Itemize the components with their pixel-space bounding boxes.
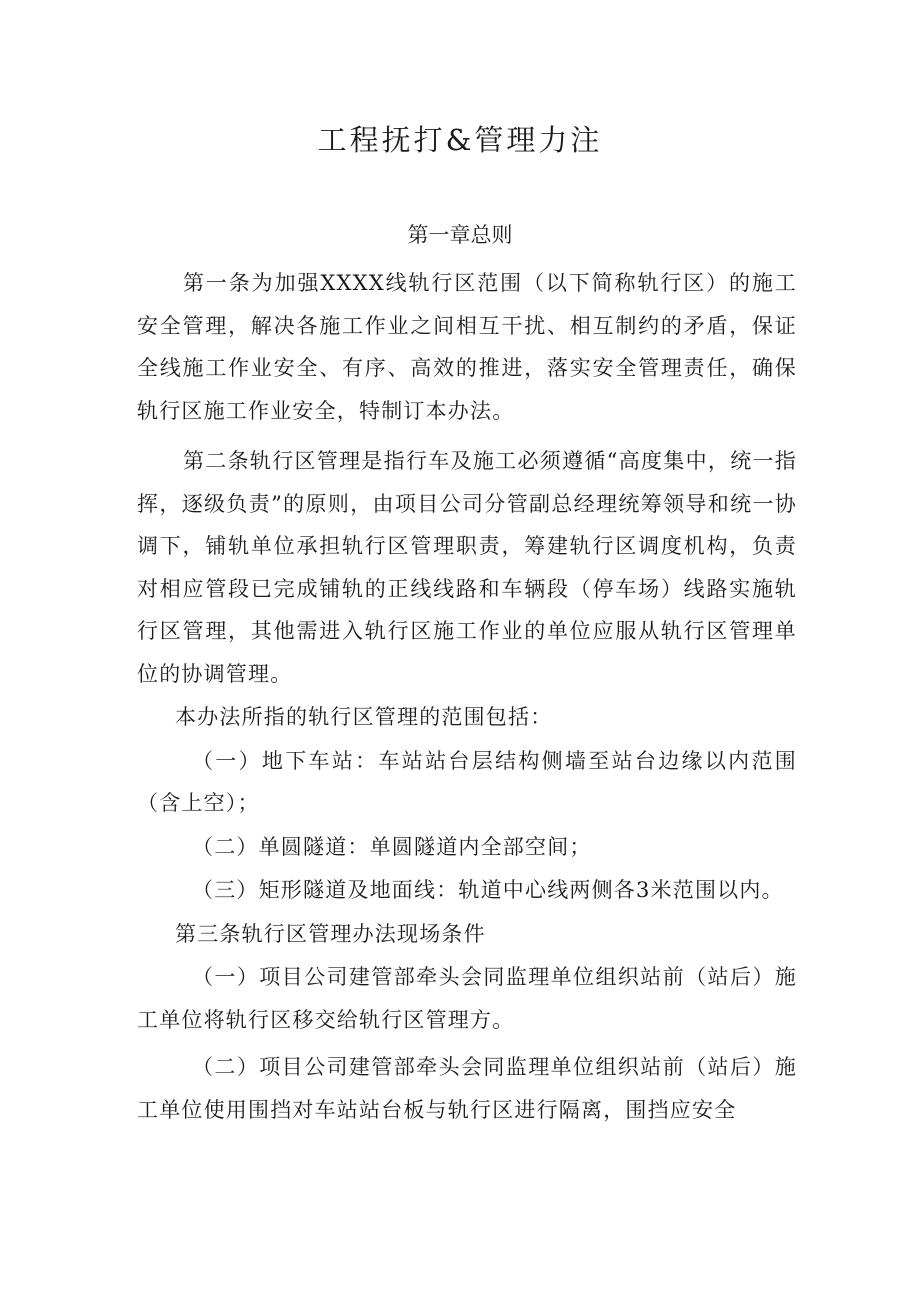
scope-item-2: （二）单圆隧道：单圆隧道内全部空间； [192,834,592,859]
condition-item-2: （二）项目公司建管部牵头会同监理单位组织站前（站后）施工单位使用围挡对车站站台板与轨行区进行隔离，围挡应安全 [137,1055,797,1122]
article-2-paragraph: 第二条轨行区管理是指行车及施工必须遵循“高度集中，统一指挥，逐级负责”的原则，由项目公司分管副总经理统筹领导和统一协调下，铺轨单位承担轨行区管理职责，筹建轨行区调度机构，负责对相应管段已完成铺轨的正线线路和车辆段（停车场）线路实施轨行区管理，其他需进入轨行区施工作业的单位应服从轨行区管理单位的协调管理。 [137,449,797,686]
article-1-paragraph: 第一条为加强XXXX线轨行区范围（以下简称轨行区）的施工安全管理，解决各施工作业之间相互干扰、相互制约的矛盾，保证全线施工作业安全、有序、高效的推进，落实安全管理责任，确保轨行区施工作业安全，特制订本办法。 [137,271,797,423]
scope-item-3: （三）矩形隧道及地面线：轨道中心线两侧各3米范围以内。 [192,878,784,902]
scope-item-1: （一）地下车站：车站站台层结构侧墙至站台边缘以内范围（含上空）； [137,748,797,815]
scope-intro-paragraph: 本办法所指的轨行区管理的范围包括： [175,705,553,729]
article-3-heading: 第三条轨行区管理办法现场条件 [175,921,486,946]
document-body [137,262,797,1131]
chapter-heading: 第一章总则 [407,223,513,247]
document-title: 工程抚打&管理力注 [317,123,603,157]
condition-item-1: （一）项目公司建管部牵头会同监理单位组织站前（站后）施工单位将轨行区移交给轨行区管理方。 [137,965,797,1032]
